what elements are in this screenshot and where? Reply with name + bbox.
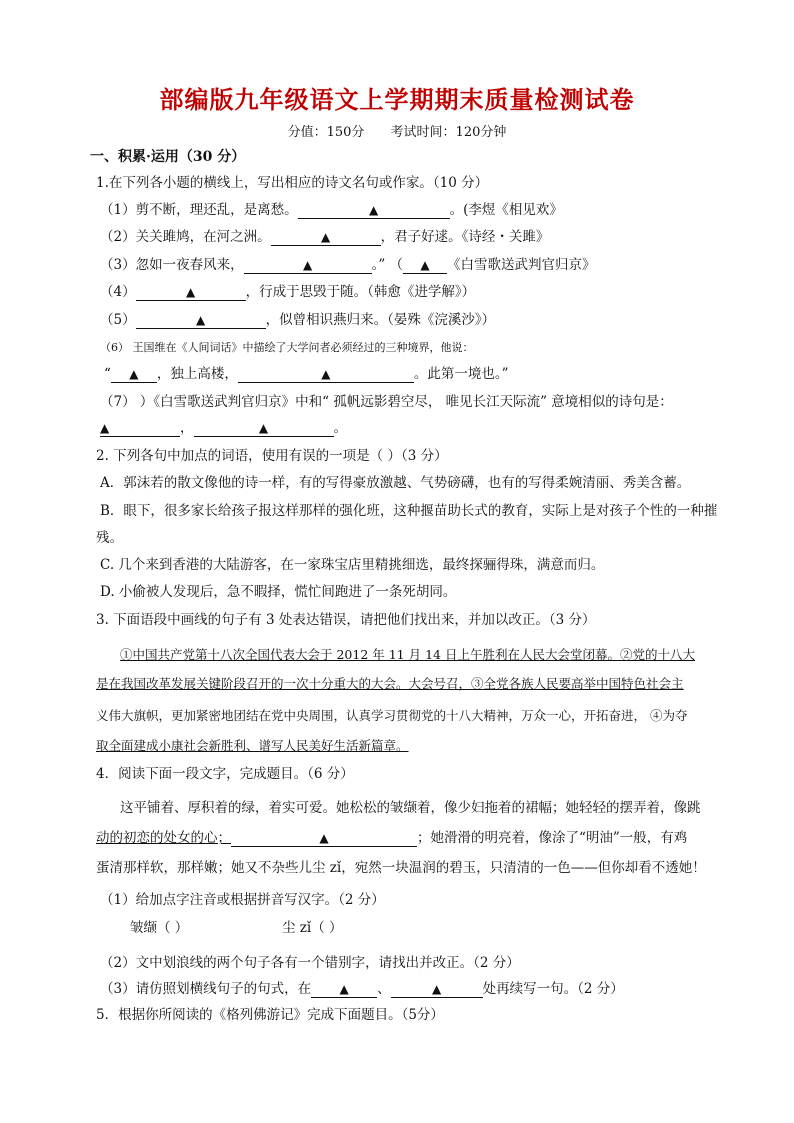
q2-option-a: A．郭沫若的散文像他的诗一样，有的写得豪放激越、气势磅礴，也有的写得柔婉清丽、秀美含蓄。 (100, 475, 691, 491)
q1-item-4: （4） ▲ ，行成于思毁于随。（韩愈《进学解》） (100, 284, 476, 300)
exam-info: 分值：150分 考试时间：120分钟 (287, 125, 507, 140)
q4-sub-1: （1）给加点字注音或根据拼音写汉字。（2 分） (100, 892, 385, 908)
q1-item-1: （1）剪不断，理还乱，是离愁。 ▲ 。(李煜《相见欢》 (100, 202, 563, 218)
answer-blank[interactable] (298, 203, 450, 219)
q4-passage-line: 动的初恋的处女的心； ▲ ；她滑滑的明亮着，像涂了“明油”一般，有鸡 (96, 830, 688, 846)
triangle-marker: ▲ (195, 313, 206, 327)
triangle-marker: ▲ (185, 285, 196, 299)
answer-blank[interactable] (194, 421, 334, 437)
answer-blank[interactable] (100, 421, 180, 437)
q3-passage-line: 取全面建成小康社会新胜利、谱写人民美好生活新篇章。 (96, 738, 409, 753)
q1-stem: 1.在下列各小题的横线上，写出相应的诗文名句或作家。（10 分） (96, 175, 489, 191)
answer-blank[interactable] (111, 367, 157, 383)
q1-item-6-blanks: “ ▲ ，独上高楼， ▲ 。此第一境也。” (104, 366, 509, 382)
answer-blank[interactable] (271, 230, 381, 246)
q3-passage-line: ①中国共产党第十八次全国代表大会于 2012 年 11 月 14 日上午胜利在人民大会堂闭幕。②党的十八大 (120, 647, 695, 662)
q2-option-c: C. 几个来到香港的大陆游客，在一家珠宝店里精挑细选，最终探骊得珠，满意而归。 (100, 557, 605, 573)
answer-blank[interactable] (403, 258, 447, 274)
answer-blank[interactable] (136, 313, 266, 329)
answer-blank[interactable] (311, 982, 377, 998)
triangle-marker: ▲ (302, 258, 313, 272)
q1-item-2: （2）关关雎鸠，在河之洲。 ▲ ，君子好逑。《诗经・关雎》 (100, 229, 550, 245)
q1-item-7: （7） ）《白雪歌送武判官归京》中和“ 孤帆远影碧空尽， 唯见长江天际流” 意境相似的诗句是： (100, 394, 673, 410)
triangle-marker: ▲ (339, 982, 349, 996)
triangle-marker: ▲ (321, 367, 331, 381)
q2-option-d: D. 小偷被人发现后，急不暇择，慌忙间跑进了一条死胡同。 (100, 584, 457, 600)
q4-sub-2: （2）文中划浪线的两个句子各有一个错别字，请找出并改正。（2 分） (100, 955, 520, 971)
q4-pinyin-2: 尘 zǐ（ ） (282, 920, 343, 936)
triangle-marker: ▲ (420, 258, 430, 272)
q5-stem: 5．根据你所阅读的《格列佛游记》完成下面题目。（5分） (96, 1007, 444, 1023)
triangle-marker: ▲ (368, 203, 379, 217)
answer-blank[interactable] (136, 285, 246, 301)
page-title: 部编版九年级语文上学期期末质量检测试卷 (159, 85, 635, 114)
q1-item-3: （3）忽如一夜春风来， ▲ 。” （ ▲ 《白雪歌送武判官归京》 (100, 257, 596, 273)
q2-option-b-cont: 残。 (96, 530, 123, 546)
triangle-marker: ▲ (129, 367, 139, 381)
triangle-marker: ▲ (258, 421, 269, 435)
triangle-marker: ▲ (320, 230, 331, 244)
q4-passage-line: 这平铺着、厚积着的绿，着实可爱。她松松的皱缬着，像少妇拖着的裙幅；她轻轻的摆弄着，像跳 (120, 800, 701, 816)
triangle-marker: ▲ (100, 421, 110, 435)
q3-stem: 3. 下面语段中画线的句子有 3 处表达错误，请把他们找出来，并加以改正。（3 分） (96, 612, 596, 628)
triangle-marker: ▲ (431, 982, 442, 996)
q3-passage-line: 义伟大旗帜，更加紧密地团结在党中央周围，认真学习贯彻党的十八大精神，万众一心，开拓奋进， ④为夺 (96, 708, 688, 723)
answer-blank[interactable] (244, 258, 372, 274)
q1-item-5: （5） ▲ ，似曾相识燕归来。（晏殊《浣溪沙》） (100, 312, 496, 328)
q2-stem: 2. 下列各句中加点的词语，使用有误的一项是（ ）（3 分） (96, 448, 448, 464)
q4-stem: 4．阅读下面一段文字，完成题目。（6 分） (96, 766, 354, 782)
triangle-marker: ▲ (319, 831, 329, 845)
q4-passage-line: 蛋清那样软，那样嫩；她又不杂些儿尘 zǐ，宛然一块温润的碧玉，只清清的一色——但你却看不透她！ (96, 860, 706, 876)
q4-pinyin-1: 皱缬（ ） (130, 920, 189, 936)
q2-option-b: B．眼下，很多家长给孩子报这样那样的强化班，这种揠苗助长式的教育，实际上是对孩子个性的一种摧 (100, 503, 718, 519)
answer-blank[interactable] (391, 982, 483, 998)
q4-sub-3: （3）请仿照划横线句子的句式，在 ▲ 、 ▲ 处再续写一句。（2 分） (100, 981, 624, 997)
q3-passage-line: 是在我国改革发展关键阶段召开的一次十分重大的大会。大会号召，③全党各族人民要高举中国特色社会主 (96, 676, 684, 691)
section-heading: 一、积累·运用（30 分） (90, 149, 246, 165)
answer-blank[interactable] (238, 367, 414, 383)
q1-item-6: （6） 王国维在《人间词话》中描绘了大学问者必须经过的三种境界，他说： (100, 341, 474, 354)
answer-blank[interactable] (231, 831, 417, 847)
q1-item-7-blanks: ▲ ， ▲ 。 (100, 420, 347, 436)
